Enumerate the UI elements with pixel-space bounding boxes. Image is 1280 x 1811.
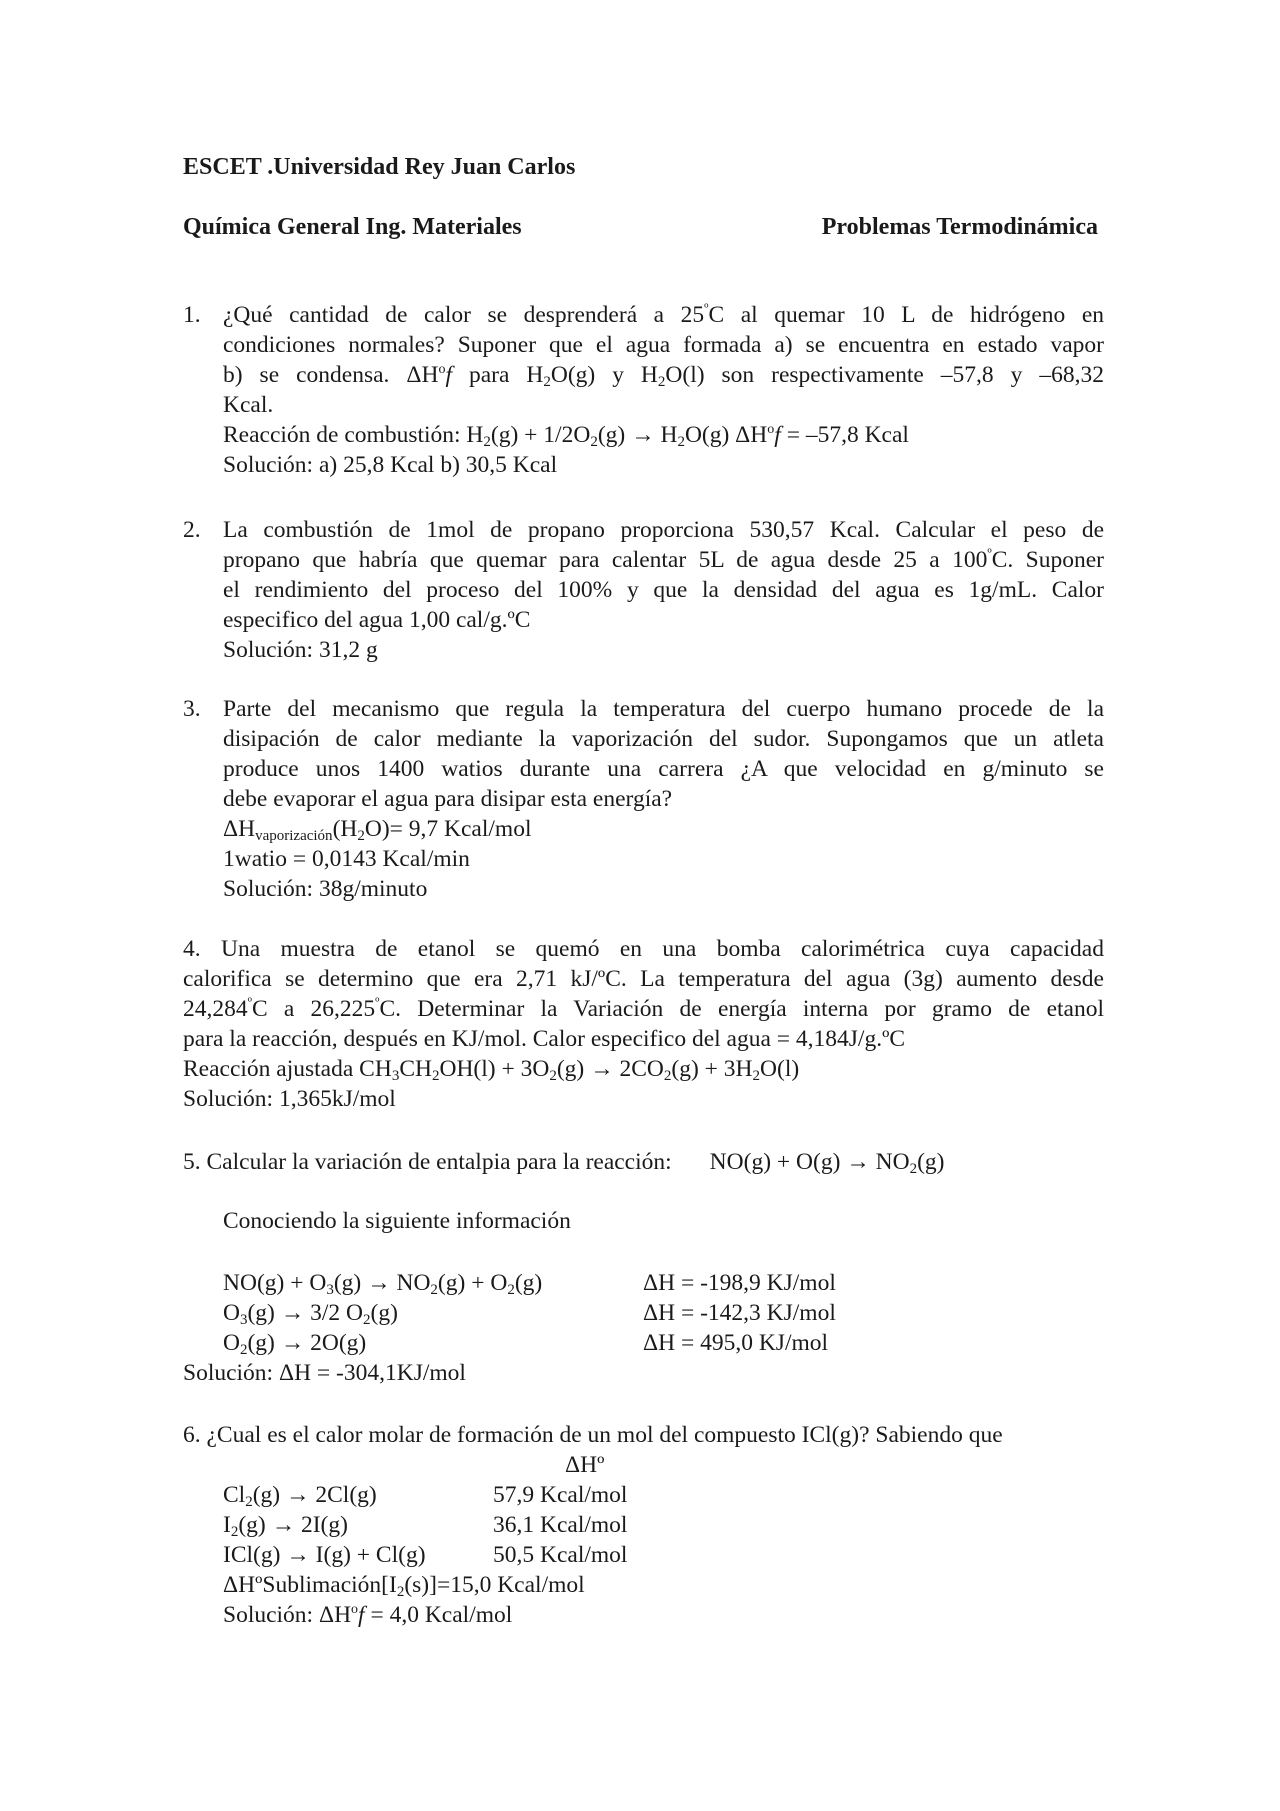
problem-number: 1.	[183, 302, 201, 328]
enthalpy-line: $\Delta H_{vaporización}(H_2O)= 9,7$ Kcal/mol	[223, 816, 532, 844]
problem-3	[183, 694, 1104, 904]
problem-5-info	[183, 1206, 1104, 1236]
problem-6	[183, 1420, 1104, 1630]
equation-row: $NO(g) + O_3(g) \to NO_2(g) + O_2(g)$ ΔH = -198,9 KJ/mol	[223, 1270, 836, 1298]
conversion-line: 1watio = 0,0143 Kcal/min	[223, 846, 470, 872]
equation-row: $I_2(g) \to 2I(g)$ 36,1 Kcal/mol	[223, 1512, 628, 1540]
problem-text-line: 4. Una muestra de etanol se quemó en una bomba calorimétrica cuya capacidad	[183, 936, 1104, 962]
problem-text-line: propano que habría que quemar para calentar 5L de agua desde 25 a $100^ºC$. Suponer	[223, 547, 1104, 573]
sublimation-line: $\Delta HºSublimación[I_2(s)]=15,0$ Kcal/mol	[223, 1572, 585, 1600]
enthalpy-value: 57,9 Kcal/mol	[493, 1482, 628, 1508]
column-heading: ΔHº	[565, 1452, 605, 1478]
problem-text-line: especifico del agua 1,00 cal/g.ºC	[223, 607, 531, 633]
problem-text-line: b) se condensa. $\Delta H^of$ para $H_2O(g)$ y $H_2O(l)$ son respectivamente –57,8 y –68,32	[223, 362, 1104, 390]
equation-row: $O_2(g) \to 2O(g)$ ΔH = 495,0 KJ/mol	[223, 1330, 829, 1358]
problem-text-line: el rendimiento del proceso del 100% y que la densidad del agua es 1g/mL. Calor	[223, 577, 1104, 603]
problem-5-equations	[183, 1268, 1104, 1388]
problem-text-line: debe evaporar el agua para disipar esta energía?	[223, 786, 673, 812]
problem-2	[183, 515, 1104, 665]
equation-row: ICl(g) → I(g) + Cl(g) 50,5 Kcal/mol	[223, 1542, 628, 1568]
solution-line: Solución: a) 25,8 Kcal b) 30,5 Kcal	[223, 452, 558, 478]
enthalpy-value: 50,5 Kcal/mol	[493, 1542, 628, 1568]
problem-text-line: $24,284^ºC$ a $26,225^ºC$. Determinar la Variación de energía interna por gramo de etanol	[183, 996, 1104, 1022]
course-header	[183, 212, 1098, 242]
info-heading: Conociendo la siguiente información	[223, 1208, 571, 1234]
solution-line: Solución: $\Delta H^of = 4,0$ Kcal/mol	[223, 1602, 513, 1628]
problem-1	[183, 300, 1104, 480]
enthalpy-value: ΔH = -142,3 KJ/mol	[643, 1300, 836, 1326]
enthalpy-value: ΔH = -198,9 KJ/mol	[643, 1270, 836, 1296]
target-reaction: $NO(g) + O(g) \to NO_2(g)$	[709, 1149, 945, 1177]
problem-number: 3.	[183, 696, 201, 722]
enthalpy-value: 36,1 Kcal/mol	[493, 1512, 628, 1538]
equation-row: $O_3(g) \to 3/2$ $O_2(g)$ ΔH = -142,3 KJ/mol	[223, 1300, 836, 1328]
solution-line: Solución: 1,365kJ/mol	[183, 1086, 396, 1112]
reaction-line: Reacción de combustión: $H_2(g) + 1/2O_2(g) \to H_2O(g) \Delta H^of = -57,8$ Kcal	[223, 422, 909, 450]
course-title: Química General Ing. Materiales	[183, 214, 522, 240]
solution-line: Solución: 38g/minuto	[223, 876, 428, 902]
problem-text-line: ¿Qué cantidad de calor se desprenderá a $25^ºC$ al quemar 10 L de hidrógeno en	[223, 302, 1104, 328]
solution-line: Solución: 31,2 g	[223, 637, 378, 663]
institution-header: ESCET .Universidad Rey Juan Carlos	[183, 154, 576, 180]
problem-4	[183, 934, 1104, 1114]
problem-text-line: produce unos 1400 watios durante una carrera ¿A que velocidad en g/minuto se	[223, 756, 1104, 782]
problem-number: 2.	[183, 517, 201, 543]
problem-text-line: para la reacción, después en KJ/mol. Calor especifico del agua = 4,184J/g.ºC	[183, 1026, 906, 1052]
topic-title: Problemas Termodinámica	[821, 214, 1098, 240]
problem-5	[183, 1147, 1104, 1177]
problem-text-line: La combustión de 1mol de propano proporciona 530,57 Kcal. Calcular el peso de	[223, 517, 1104, 543]
problem-text-line: 5. Calcular la variación de entalpia para la reacción: $NO(g) + O(g) \to NO_2(g)$	[183, 1149, 945, 1177]
enthalpy-value: ΔH = 495,0 KJ/mol	[643, 1330, 829, 1356]
problem-text-line: calorifica se determino que era 2,71 kJ/ºC. La temperatura del agua (3g) aumento desde	[183, 966, 1104, 992]
problem-text-line: disipación de calor mediante la vaporización del sudor. Supongamos que un atleta	[223, 726, 1104, 752]
problem-text-line: condiciones normales? Suponer que el agua formada a) se encuentra en estado vapor	[223, 332, 1104, 358]
problem-text-line: 6. ¿Cual es el calor molar de formación de un mol del compuesto ICl(g)? Sabiendo que	[183, 1422, 1003, 1448]
solution-line: Solución: ΔH = -304,1KJ/mol	[183, 1360, 466, 1386]
problem-text-line: Parte del mecanismo que regula la temperatura del cuerpo humano procede de la	[223, 696, 1104, 722]
equation-row: $Cl_2(g) \to 2Cl(g)$ 57,9 Kcal/mol	[223, 1482, 628, 1510]
problem-text-line: Kcal.	[223, 392, 274, 418]
reaction-line: Reacción ajustada $CH_3CH_2OH(l) + 3O_2(g) \to 2CO_2(g) + 3H_2O(l)$	[183, 1056, 800, 1084]
